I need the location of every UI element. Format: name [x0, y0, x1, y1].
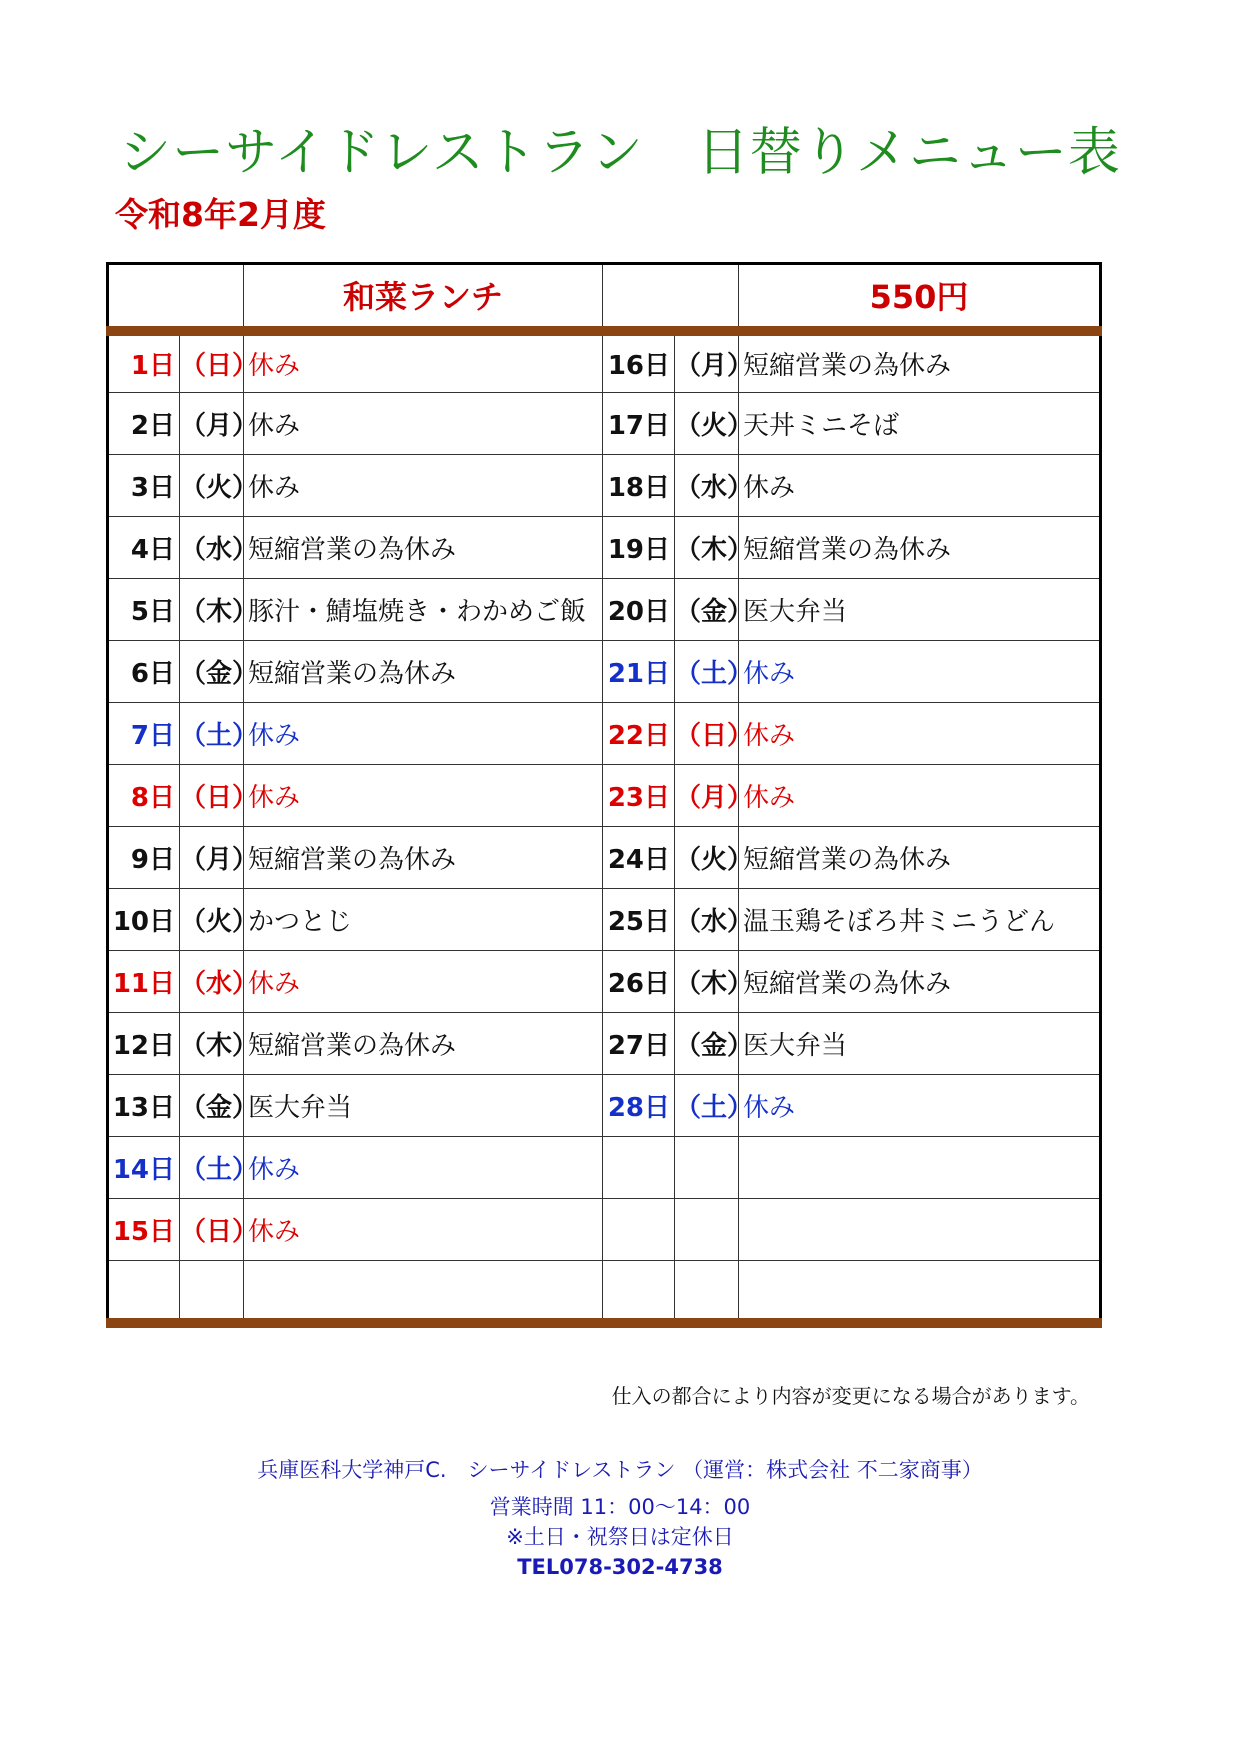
left-weekday-cell: （金） [180, 641, 244, 703]
left-day-cell: 5日 [108, 579, 180, 641]
left-day-cell: 10日 [108, 889, 180, 951]
right-menu-cell: 短縮営業の為休み [739, 827, 1101, 889]
right-menu-cell [739, 1261, 1101, 1323]
right-menu-cell: 短縮営業の為休み [739, 517, 1101, 579]
left-day-cell [108, 1261, 180, 1323]
table-row [108, 393, 1101, 455]
left-day-cell: 4日 [108, 517, 180, 579]
right-menu-cell: 短縮営業の為休み [739, 951, 1101, 1013]
right-day-cell: 28日 [603, 1075, 675, 1137]
left-day-cell: 14日 [108, 1137, 180, 1199]
right-menu-cell: 休み [739, 1075, 1101, 1137]
menu-body [108, 331, 1101, 1323]
right-menu-cell [739, 1137, 1101, 1199]
table-row [108, 1075, 1101, 1137]
right-day-cell: 24日 [603, 827, 675, 889]
left-menu-cell: 休み [244, 393, 603, 455]
left-weekday-cell: （日） [180, 331, 244, 393]
left-menu-cell: 豚汁・鯖塩焼き・わかめご飯 [244, 579, 603, 641]
left-menu-cell: かつとじ [244, 889, 603, 951]
table-row [108, 1137, 1101, 1199]
right-day-cell [603, 1261, 675, 1323]
table-row [108, 1199, 1101, 1261]
left-menu-cell: 短縮営業の為休み [244, 1013, 603, 1075]
right-day-cell: 20日 [603, 579, 675, 641]
left-day-cell: 9日 [108, 827, 180, 889]
right-menu-cell: 休み [739, 765, 1101, 827]
left-weekday-cell: （火） [180, 455, 244, 517]
right-day-cell: 21日 [603, 641, 675, 703]
right-weekday-cell: （木） [675, 517, 739, 579]
header-price: 550円 [739, 264, 1101, 331]
left-day-cell: 12日 [108, 1013, 180, 1075]
left-weekday-cell: （日） [180, 1199, 244, 1261]
footer-hours: 営業時間 11：00～14：00 [489, 1495, 751, 1519]
right-weekday-cell: （日） [675, 703, 739, 765]
table-header-row [108, 264, 1101, 331]
left-menu-cell [244, 1261, 603, 1323]
right-weekday-cell: （火） [675, 827, 739, 889]
right-day-cell [603, 1137, 675, 1199]
left-weekday-cell: （土） [180, 703, 244, 765]
left-day-cell: 2日 [108, 393, 180, 455]
right-day-cell: 16日 [603, 331, 675, 393]
table-row [108, 517, 1101, 579]
footer-phone: TEL078-302-4738 [517, 1555, 723, 1579]
left-menu-cell: 休み [244, 1199, 603, 1261]
right-menu-cell: 医大弁当 [739, 1013, 1101, 1075]
left-day-cell: 15日 [108, 1199, 180, 1261]
left-weekday-cell: （土） [180, 1137, 244, 1199]
table-row [108, 951, 1101, 1013]
left-weekday-cell: （日） [180, 765, 244, 827]
header-lunch-name: 和菜ランチ [244, 264, 603, 331]
left-day-cell: 3日 [108, 455, 180, 517]
right-day-cell: 22日 [603, 703, 675, 765]
right-weekday-cell [675, 1137, 739, 1199]
right-menu-cell: 温玉鶏そぼろ丼ミニうどん [739, 889, 1101, 951]
right-day-cell: 27日 [603, 1013, 675, 1075]
right-day-cell: 19日 [603, 517, 675, 579]
right-day-cell: 25日 [603, 889, 675, 951]
month-label: 令和8年2月度 [115, 195, 326, 234]
left-menu-cell: 短縮営業の為休み [244, 517, 603, 579]
footer-closed-days: ※土日・祝祭日は定休日 [506, 1525, 734, 1549]
left-menu-cell: 短縮営業の為休み [244, 641, 603, 703]
right-weekday-cell: （月） [675, 765, 739, 827]
left-menu-cell: 医大弁当 [244, 1075, 603, 1137]
menu-table [106, 262, 1102, 1328]
right-weekday-cell: （水） [675, 455, 739, 517]
right-weekday-cell: （火） [675, 393, 739, 455]
header-empty-cell [603, 264, 739, 331]
header-empty-cell [108, 264, 244, 331]
right-weekday-cell: （土） [675, 641, 739, 703]
left-day-cell: 1日 [108, 331, 180, 393]
right-weekday-cell: （土） [675, 1075, 739, 1137]
left-day-cell: 11日 [108, 951, 180, 1013]
right-menu-cell: 休み [739, 703, 1101, 765]
notice-text: 仕入の都合により内容が変更になる場合があります。 [611, 1384, 1090, 1408]
table-row [108, 827, 1101, 889]
table-row [108, 1261, 1101, 1323]
right-menu-cell: 休み [739, 455, 1101, 517]
left-weekday-cell: （水） [180, 951, 244, 1013]
right-weekday-cell [675, 1261, 739, 1323]
left-menu-cell: 短縮営業の為休み [244, 827, 603, 889]
left-menu-cell: 休み [244, 951, 603, 1013]
table-row [108, 455, 1101, 517]
left-day-cell: 7日 [108, 703, 180, 765]
left-day-cell: 6日 [108, 641, 180, 703]
right-day-cell: 26日 [603, 951, 675, 1013]
left-menu-cell: 休み [244, 765, 603, 827]
left-day-cell: 13日 [108, 1075, 180, 1137]
table-row [108, 331, 1101, 393]
right-weekday-cell: （木） [675, 951, 739, 1013]
right-weekday-cell: （水） [675, 889, 739, 951]
table-row [108, 641, 1101, 703]
left-weekday-cell: （火） [180, 889, 244, 951]
right-day-cell: 17日 [603, 393, 675, 455]
left-weekday-cell: （月） [180, 827, 244, 889]
left-weekday-cell: （木） [180, 579, 244, 641]
right-weekday-cell: （金） [675, 1013, 739, 1075]
footer-restaurant-info: 兵庫医科大学神戸C. シーサイドレストラン （運営：株式会社 不二家商事） [257, 1458, 983, 1482]
page-title: シーサイドレストラン 日替りメニュー表 [119, 123, 1121, 183]
left-menu-cell: 休み [244, 455, 603, 517]
right-menu-cell: 天丼ミニそば [739, 393, 1101, 455]
table-row [108, 889, 1101, 951]
right-day-cell [603, 1199, 675, 1261]
right-day-cell: 18日 [603, 455, 675, 517]
right-weekday-cell: （金） [675, 579, 739, 641]
left-weekday-cell: （水） [180, 517, 244, 579]
left-weekday-cell: （木） [180, 1013, 244, 1075]
left-menu-cell: 休み [244, 703, 603, 765]
left-weekday-cell: （金） [180, 1075, 244, 1137]
table-row [108, 765, 1101, 827]
left-day-cell: 8日 [108, 765, 180, 827]
right-weekday-cell [675, 1199, 739, 1261]
table-row [108, 703, 1101, 765]
table-row [108, 1013, 1101, 1075]
right-weekday-cell: （月） [675, 331, 739, 393]
left-weekday-cell: （月） [180, 393, 244, 455]
right-menu-cell: 医大弁当 [739, 579, 1101, 641]
right-menu-cell: 休み [739, 641, 1101, 703]
right-day-cell: 23日 [603, 765, 675, 827]
left-menu-cell: 休み [244, 1137, 603, 1199]
left-menu-cell: 休み [244, 331, 603, 393]
left-weekday-cell [180, 1261, 244, 1323]
right-menu-cell [739, 1199, 1101, 1261]
right-menu-cell: 短縮営業の為休み [739, 331, 1101, 393]
table-row [108, 579, 1101, 641]
